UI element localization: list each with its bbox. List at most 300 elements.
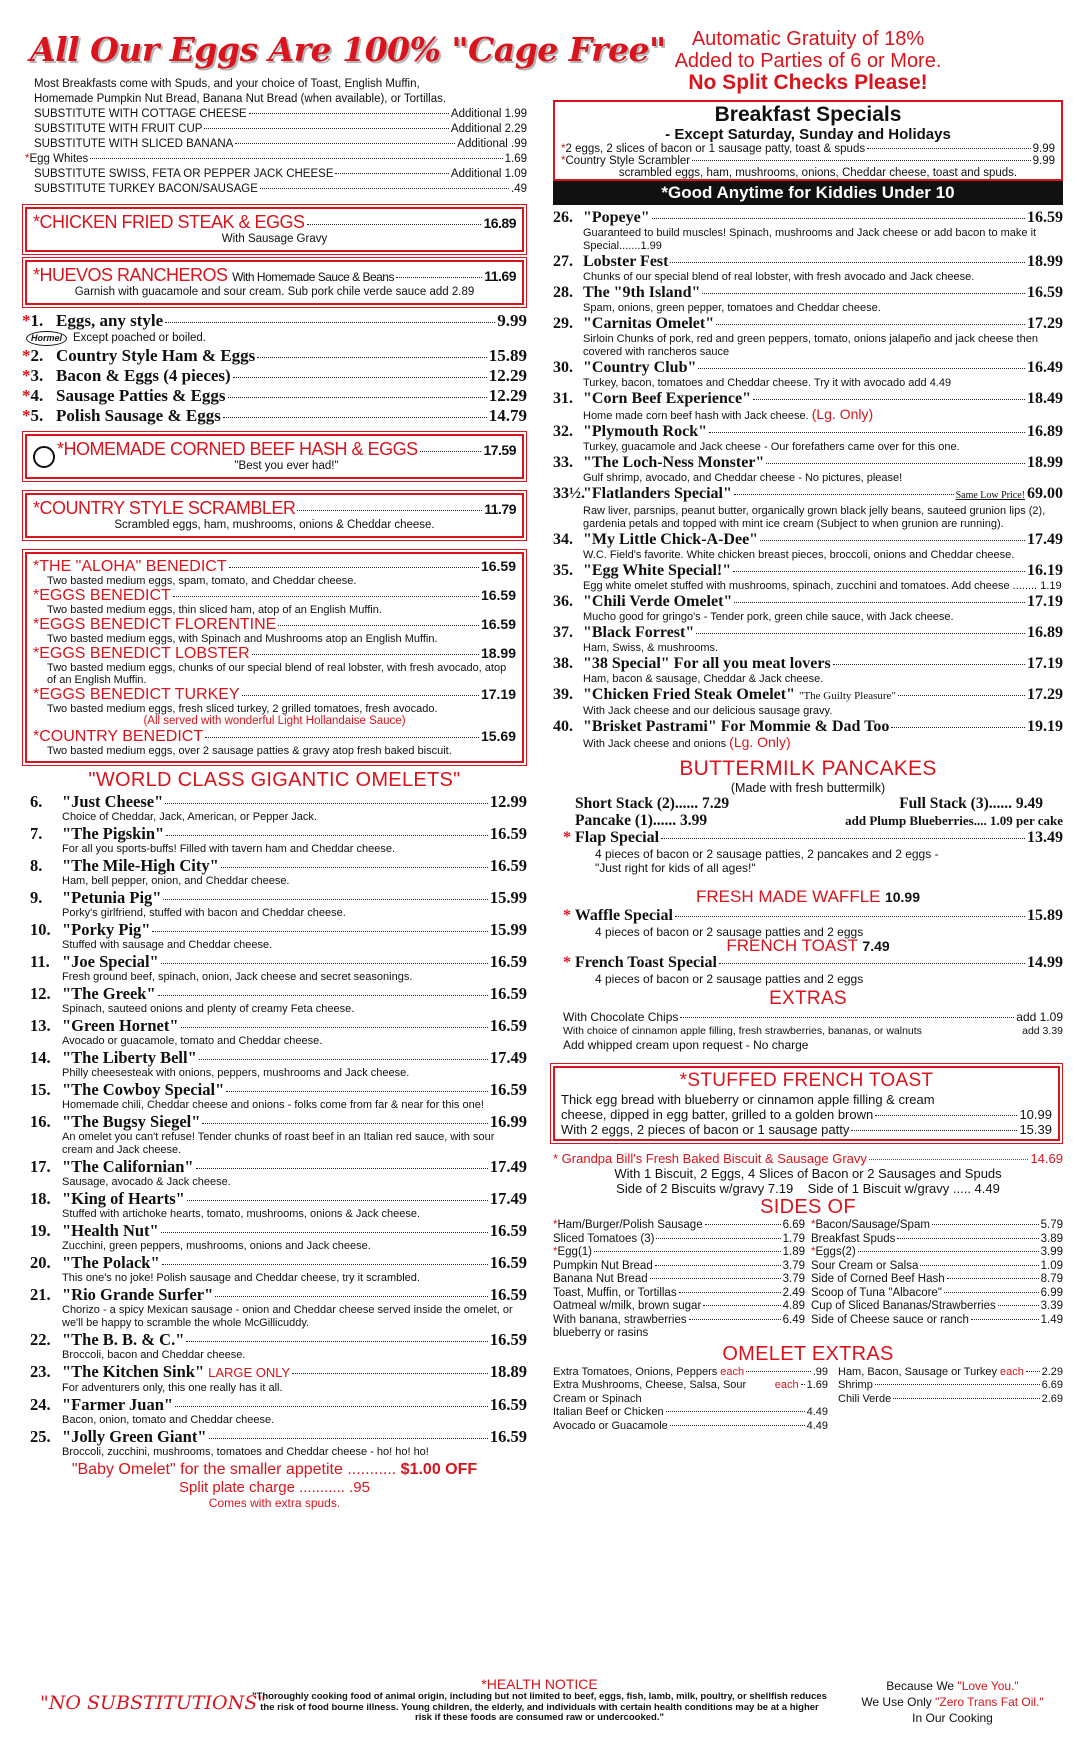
item-price: 18.99 (480, 645, 516, 661)
item-price: Additional 1.99 (450, 108, 527, 120)
item-name: "Chili Verde Omelet" (583, 593, 733, 610)
item-desc-text: Sirloin Chunks of pork, red and green peppers, tomato, onions jalapeño and jack cheese then covered with rancheros sauce (583, 333, 1038, 358)
omelet-item[interactable] (553, 718, 1063, 736)
blueberries: add Plump Blueberries.... 1.09 per cake (845, 813, 1063, 828)
item-desc (553, 377, 1063, 390)
item-number: 39. (553, 686, 573, 703)
item-name: Polish Sausage & Eggs (56, 406, 221, 425)
item-desc: This one's no joke! Polish sausage and Cheddar cheese, try it scrambled. (62, 1272, 420, 1284)
item-desc: For all you sports-buffs! Filled with tavern ham and Cheddar cheese. (62, 843, 396, 855)
omelets-list (22, 792, 527, 1459)
item-number: 18. (30, 1189, 51, 1208)
omelet-item[interactable] (553, 284, 1063, 302)
side-price: 1.09 (1040, 1259, 1063, 1272)
waffle-price: 10.99 (884, 889, 920, 905)
specials-items (561, 143, 1055, 167)
item-number: 24. (30, 1395, 51, 1414)
omelet-item[interactable] (30, 856, 527, 875)
omelet-item[interactable] (553, 390, 1063, 408)
omelet-item[interactable] (553, 253, 1063, 271)
side-item[interactable] (553, 1273, 805, 1287)
side-item[interactable] (553, 1233, 805, 1247)
item-number: 35. (553, 562, 573, 579)
extra-price: .99 (812, 1365, 828, 1378)
omelet-item[interactable] (30, 1157, 527, 1176)
item-number: 33½. (553, 485, 585, 502)
omelet-extras-left (553, 1366, 828, 1434)
stuffed-french-toast-box[interactable] (553, 1066, 1060, 1141)
item-price: 14.69 (1030, 1151, 1063, 1166)
omelet-item[interactable] (553, 531, 1063, 549)
item-name: "The Greek" (62, 984, 156, 1003)
omelet-extra-item[interactable] (838, 1379, 1063, 1393)
side-item[interactable] (811, 1233, 1063, 1247)
side-price: 6.69 (782, 1219, 805, 1231)
item-desc (553, 441, 1063, 454)
omelet-extras-right (838, 1366, 1063, 1434)
omelet-item[interactable] (30, 1016, 527, 1035)
star-mark: * (561, 143, 566, 155)
omelet-item[interactable] (30, 824, 527, 843)
omelet-item[interactable] (30, 984, 527, 1003)
item-price: Additional 1.09 (450, 168, 527, 180)
item-price: 18.49 (1027, 390, 1063, 407)
omelet-item[interactable] (30, 1253, 527, 1272)
item-price: 16.59 (489, 1395, 527, 1414)
stuffed-title: *STUFFED FRENCH TOAST (679, 1070, 934, 1091)
item-price: 11.69 (484, 268, 516, 284)
health-title: *HEALTH NOTICE (481, 1676, 598, 1692)
ft-special[interactable]: * French Toast Special 14.99 (563, 954, 1063, 971)
item-desc: Two basted medium eggs, with Spinach and Mushrooms atop an English Muffin. (47, 633, 438, 645)
item-price: 14.79 (488, 406, 527, 425)
item-price: 15.89 (1027, 907, 1063, 924)
item-price: 12.29 (488, 386, 527, 405)
ft-price: 7.49 (862, 938, 890, 954)
omelet-extra-item[interactable] (838, 1366, 1063, 1380)
item-desc-text: Ham, bacon & sausage, Cheddar & Jack cheese. (583, 673, 824, 685)
extra-each: each (999, 1365, 1024, 1378)
item-name: "The Pigskin" (62, 824, 165, 843)
extra-label: With choice of cinnamon apple filling, fresh strawberries, bananas, or walnuts (563, 1025, 922, 1037)
side-label: Egg(1) (557, 1246, 593, 1258)
item-desc: For adventurers only, this one really has it all. (62, 1382, 283, 1394)
item-name: "Chicken Fried Steak Omelet" (583, 686, 795, 703)
item-name: "The Liberty Bell" (62, 1048, 197, 1067)
benedict-item[interactable] (33, 587, 516, 604)
substitution-row[interactable] (34, 167, 527, 182)
pancake-prices (553, 795, 1063, 829)
item-price: 16.89 (1027, 423, 1063, 440)
omelet-item[interactable] (30, 1395, 527, 1414)
item-number: 36. (553, 593, 573, 610)
item-desc: Chorizo - a spicy Mexican sausage - onion and Cheddar cheese served inside the omelet, or we'll be happy to scramble the whole McGillicuddy. (62, 1304, 513, 1329)
side-item[interactable] (553, 1300, 805, 1314)
scrambler-desc: scrambled eggs, ham, mushrooms, onions, Cheddar cheese, toast and spuds. (618, 167, 1018, 179)
item-price: 9.99 (497, 311, 527, 330)
item-price: 16.49 (1027, 359, 1063, 376)
omelet-item[interactable] (30, 920, 527, 939)
side-item[interactable] (811, 1287, 1063, 1301)
item-number: 21. (30, 1285, 51, 1304)
side-item[interactable] (811, 1219, 1063, 1233)
item-number: 15. (30, 1080, 51, 1099)
item-price: 16.59 (489, 1221, 527, 1240)
gratuity-line: Automatic Gratuity of 18% (691, 28, 925, 50)
item-desc: Bacon, onion, tomato and Cheddar cheese. (62, 1414, 275, 1426)
item-name: THE "ALOHA" BENEDICT (39, 558, 227, 575)
item-number: 22. (30, 1330, 51, 1349)
side-item[interactable] (553, 1260, 805, 1274)
omelet-item[interactable] (30, 1221, 527, 1240)
omelet-item[interactable] (30, 1189, 527, 1208)
omelet-extra-item[interactable] (553, 1366, 828, 1380)
baby-price: $1.00 OFF (400, 1461, 478, 1478)
substitution-row[interactable] (34, 137, 527, 152)
side-item[interactable] (811, 1260, 1063, 1274)
item-desc (553, 472, 1063, 485)
item-name: "Joe Special" (62, 952, 159, 971)
side-price: 2.49 (782, 1286, 805, 1299)
stuffed-price: 10.99 (1019, 1107, 1052, 1122)
omelet-item[interactable] (553, 686, 1063, 705)
item-desc (22, 331, 527, 346)
item-number: *4. (22, 386, 44, 405)
gratuity-line: Added to Parties of 6 or More. (674, 50, 942, 72)
item-price: 16.59 (489, 1253, 527, 1272)
item-desc: Homemade chili, Cheddar cheese and onions - folks come from far & near for this one! (62, 1099, 484, 1111)
omelet-item[interactable] (30, 1112, 527, 1131)
item-desc-text: Turkey, bacon, tomatoes and Cheddar cheese. Try it with avocado add 4.49 (583, 377, 952, 389)
item-desc-text: Chunks of our special blend of real lobster, with fresh avocado and Jack cheese. (583, 271, 975, 283)
item-mid: With Homemade Sauce & Beans (232, 270, 394, 284)
omelet-item[interactable] (30, 1362, 527, 1382)
side-item[interactable] (553, 1219, 805, 1233)
item-name: "The Kitchen Sink" (62, 1362, 205, 1381)
substitution-row[interactable] (25, 152, 527, 167)
item-desc-text: Except poached or boiled. (73, 332, 206, 344)
omelet-item[interactable] (30, 1330, 527, 1349)
item-number: 7. (30, 824, 43, 843)
split-price: .95 (349, 1479, 370, 1496)
omelet-item[interactable] (30, 1080, 527, 1099)
item-desc: Scrambled eggs, ham, mushrooms, onions & Cheddar cheese. (114, 519, 435, 531)
item-number: 12. (30, 984, 51, 1003)
item-name: Flap Special (575, 829, 660, 846)
benedict-item[interactable] (33, 728, 516, 745)
specials-subtitle: - Except Saturday, Sunday and Holidays (665, 126, 951, 143)
omelet-item[interactable] (553, 423, 1063, 441)
item-number: 34. (553, 531, 573, 548)
item-name: 2 eggs, 2 slices of bacon or 1 sausage patty, toast & spuds (565, 143, 866, 155)
item-name: "Corn Beef Experience" (583, 390, 751, 407)
stuffed-desc: Thick egg bread with blueberry or cinnamon apple filling & cream (561, 1092, 935, 1107)
item-price: 15.99 (489, 920, 527, 939)
extra-each: each (774, 1379, 799, 1391)
item-price: 16.59 (489, 1080, 527, 1099)
item-tag: (Lg. Only) (729, 734, 791, 750)
omelet-extra-item[interactable] (553, 1406, 828, 1420)
basic-item[interactable] (22, 311, 527, 331)
omelet-extra-item[interactable] (553, 1420, 828, 1434)
item-desc-text: Home made corn beef hash with Jack cheese. (583, 410, 809, 422)
item-price: 17.49 (489, 1048, 527, 1067)
benedict-item[interactable] (33, 558, 516, 575)
item-price: 16.59 (489, 856, 527, 875)
hormel-logo: Hormel (26, 331, 67, 346)
health-text: "Thoroughly cooking food of animal origin, including but not limited to beef, eggs, fish, lamb, milk, poultry, or shellfish reduces the risk of food bourne illness. Young children, the elderly, and individuals with certain health conditions may be at a higher risk if these foods are consumed raw or undercooked." (252, 1691, 827, 1723)
extra-label: Italian Beef or Chicken (553, 1406, 664, 1418)
extras-block (553, 1010, 1063, 1052)
item-desc: Avocado or guacamole, tomato and Cheddar cheese. (62, 1035, 323, 1047)
item-price: 17.49 (489, 1157, 527, 1176)
side-label: Side of Corned Beef Hash (811, 1273, 945, 1285)
waffle-special[interactable]: * Waffle Special 15.89 (563, 907, 1063, 924)
item-price: .49 (511, 183, 527, 195)
side-price: 3.79 (782, 1273, 805, 1285)
substitutions-list (25, 107, 527, 197)
item-number: *3. (22, 366, 44, 385)
star-mark: * (25, 153, 30, 165)
basic-item[interactable] (22, 346, 527, 366)
item-number: 32. (553, 423, 573, 440)
item-desc (553, 673, 1063, 686)
item-name: COUNTRY BENEDICT (39, 728, 204, 745)
omelet-extras-title: OMELET EXTRAS (722, 1342, 894, 1365)
item-name: "The Bugsy Siegel" (62, 1112, 201, 1131)
basic-item[interactable] (22, 386, 527, 406)
omelet-item[interactable] (30, 1427, 527, 1446)
substitution-row[interactable] (34, 182, 527, 197)
item-desc: Spinach, sauteed onions and plenty of creamy Feta cheese. (62, 1003, 355, 1015)
item-name: "Carnitas Omelet" (583, 315, 715, 332)
item-desc: Stuffed with sausage and Cheddar cheese. (62, 939, 273, 951)
item-number: 14. (30, 1048, 51, 1067)
stuffed-desc: cheese, dipped in egg batter, grilled to a golden brown (561, 1107, 874, 1122)
item-price: Additional 2.29 (450, 123, 527, 135)
star-mark: * (553, 1219, 558, 1231)
star-mark: * (811, 1246, 816, 1258)
item-price: 18.99 (1027, 253, 1063, 270)
side-item[interactable] (811, 1300, 1063, 1314)
omelet-extra-item[interactable] (553, 1379, 828, 1406)
item-desc: Zucchini, green peppers, mushrooms, onions and Jack cheese. (62, 1240, 371, 1252)
pancakes-title: BUTTERMILK PANCAKES (679, 757, 937, 780)
side-item[interactable] (811, 1246, 1063, 1260)
flap-special[interactable]: * Flap Special 13.49 (563, 829, 1063, 846)
special-item[interactable] (561, 143, 1055, 155)
item-desc: Two basted medium eggs, chunks of our special blend of real lobster, with fresh avocado, atop of an English Muffin. (47, 662, 507, 686)
country-scrambler-box[interactable]: *COUNTRY STYLE SCRAMBLER 11.79 Scrambled eggs, ham, mushrooms, onions & Cheddar cheese. (25, 493, 524, 538)
item-name: "The Loch-Ness Monster" (583, 454, 765, 471)
item-price: 16.59 (1027, 209, 1063, 226)
biscuit-title[interactable]: * Grandpa Bill's Fresh Baked Biscuit & Sausage Gravy 14.69 (553, 1151, 1063, 1166)
item-number: 13. (30, 1016, 51, 1035)
side-label: Oatmeal w/milk, brown sugar (553, 1300, 702, 1312)
basic-item[interactable] (22, 406, 527, 426)
omelet-item[interactable] (30, 1285, 527, 1304)
extra-label: With Chocolate Chips (563, 1010, 679, 1024)
star-mark: * (33, 616, 40, 633)
extra-label: Avocado or Guacamole (553, 1419, 668, 1432)
substitution-row[interactable] (34, 107, 527, 122)
extra-price: add 1.09 (1016, 1010, 1063, 1024)
item-number: 6. (30, 792, 43, 811)
omelet-item[interactable] (553, 315, 1063, 333)
item-price: 11.79 (484, 501, 516, 517)
waffle-desc: 4 pieces of bacon or 2 sausage patties and 2 eggs (595, 925, 864, 939)
huevos-rancheros-box[interactable]: *HUEVOS RANCHEROS With Homemade Sauce & Beans 11.69 Garnish with guacamole and sour cream. Sub pork chile verde sauce add 2.89 (25, 260, 524, 305)
item-number: 40. (553, 718, 573, 735)
item-price: 15.69 (480, 728, 516, 744)
item-desc: Porky's girlfriend, stuffed with bacon and Cheddar cheese. (62, 907, 346, 919)
item-desc-text: With Jack cheese and our delicious sausage gravy. (583, 705, 833, 717)
item-name: Bacon & Eggs (4 pieces) (56, 366, 231, 385)
specials-title: Breakfast Specials (714, 103, 902, 126)
item-desc: Broccoli, zucchini, mushrooms, tomatoes and Cheddar cheese - ho! ho! ho! (62, 1446, 429, 1458)
item-price: 19.19 (1027, 718, 1063, 735)
item-desc: Two basted medium eggs, spam, tomato, and Cheddar cheese. (47, 575, 357, 587)
omelet-item[interactable] (553, 359, 1063, 377)
substitution-row[interactable] (34, 122, 527, 137)
item-desc: With Sausage Gravy (221, 233, 328, 245)
omelet-item[interactable] (553, 209, 1063, 227)
item-price: 17.29 (1027, 315, 1063, 332)
item-desc (553, 271, 1063, 284)
omelet-item[interactable] (553, 655, 1063, 673)
item-name: Waffle Special (574, 907, 673, 924)
item-name: "Brisket Pastrami" For Mommie & Dad Too (583, 718, 890, 735)
corned-beef-hash-box[interactable]: *HOMEMADE CORNED BEEF HASH & EGGS 17.59 "Best you ever had!" (25, 434, 524, 479)
omelet-item[interactable] (30, 952, 527, 971)
extra-label: Add whipped cream upon request - No charge (563, 1038, 809, 1052)
item-desc (553, 611, 1063, 624)
item-desc (553, 302, 1063, 315)
item-name: "Flatlanders Special" (583, 485, 732, 502)
side-item[interactable] (553, 1314, 805, 1328)
item-desc-text: Turkey, guacamole and Jack cheese - Our forefathers came over for this one. (583, 441, 960, 453)
omelet-item[interactable] (553, 454, 1063, 472)
single-pancake: Pancake (1)...... 3.99 (575, 812, 708, 829)
item-name: SUBSTITUTE WITH COTTAGE CHEESE (34, 108, 247, 120)
side-price: 4.89 (782, 1300, 805, 1312)
biscuit-side: Side of 1 Biscuit w/gravy ..... 4.49 (807, 1181, 1000, 1196)
benedict-item[interactable] (33, 616, 516, 633)
item-price: 16.59 (489, 984, 527, 1003)
star-mark: * (33, 645, 40, 662)
item-number: 20. (30, 1253, 51, 1272)
extra-label: Extra Tomatoes, Onions, Peppers (553, 1365, 718, 1378)
benedict-item[interactable] (33, 686, 516, 703)
item-desc (553, 505, 1063, 531)
side-item[interactable] (811, 1314, 1063, 1328)
omelet-item[interactable] (30, 1048, 527, 1067)
omelet-item[interactable] (30, 792, 527, 811)
extras-title: EXTRAS (769, 988, 847, 1009)
side-label: blueberry or rasins (553, 1327, 649, 1339)
side-label: Cup of Sliced Bananas/Strawberries (811, 1300, 996, 1312)
item-number: 37. (553, 624, 573, 641)
item-name: "My Little Chick-A-Dee" (583, 531, 759, 548)
intro-line: Homemade Pumpkin Nut Bread, Banana Nut Bread (when available), or Tortillas. (34, 93, 447, 105)
no-split-checks: No Split Checks Please! (688, 71, 928, 94)
item-name: "Porky Pig" (62, 920, 151, 939)
omelet-item[interactable] (553, 562, 1063, 580)
item-price: 9.99 (1032, 143, 1055, 155)
item-price: 12.29 (488, 366, 527, 385)
item-name: "The B. B. & C." (62, 1330, 185, 1349)
kiddies-banner: *Good Anytime for Kiddies Under 10 (553, 181, 1063, 205)
side-price: 8.79 (1040, 1273, 1063, 1285)
side-price: 3.99 (1040, 1246, 1063, 1258)
omelet-extra-item[interactable] (838, 1393, 1063, 1407)
basic-egg-items (22, 311, 527, 426)
extra-price: 4.49 (806, 1406, 828, 1418)
side-item[interactable] (553, 1327, 805, 1341)
side-item[interactable] (553, 1287, 805, 1301)
omelet-item[interactable] (553, 485, 1063, 505)
cage-free-title: All Our Eggs Are 100% "Cage Free" (30, 30, 666, 69)
split-label: Split plate charge (179, 1479, 295, 1496)
basic-item[interactable] (22, 366, 527, 386)
item-price: 16.89 (483, 215, 516, 231)
item-number: *1. (22, 311, 44, 330)
star-mark: * (811, 1219, 816, 1231)
benedict-item[interactable] (33, 645, 516, 662)
omelet-item[interactable] (30, 888, 527, 907)
item-name: HOMEMADE CORNED BEEF HASH & EGGS (63, 439, 418, 459)
item-number: *5. (22, 406, 44, 425)
item-desc (553, 736, 1063, 751)
item-desc-text: Spam, onions, green pepper, tomatoes and Cheddar cheese. (583, 302, 881, 314)
item-price: 9.99 (1032, 155, 1055, 167)
item-tag: LARGE ONLY (208, 1365, 291, 1380)
item-name: CHICKEN FRIED STEAK & EGGS (39, 212, 305, 232)
biscuit-side: Side of 2 Biscuits w/gravy 7.19 (616, 1181, 794, 1196)
item-number: 8. (30, 856, 43, 875)
item-number: 33. (553, 454, 573, 471)
item-tag: (Lg. Only) (811, 406, 874, 422)
omelet-item[interactable] (553, 624, 1063, 642)
item-desc: Two basted medium eggs, over 2 sausage patties & gravy atop fresh baked biscuit. (47, 745, 452, 757)
item-price: 16.59 (489, 1330, 527, 1349)
item-name: Grandpa Bill's Fresh Baked Biscuit & Sausage Gravy (561, 1151, 867, 1166)
item-name: HUEVOS RANCHEROS (39, 265, 228, 285)
item-name: EGGS BENEDICT (39, 587, 171, 604)
extra-price: 2.29 (1041, 1365, 1063, 1378)
omelet-item[interactable] (553, 593, 1063, 611)
side-item[interactable] (811, 1273, 1063, 1287)
item-price: 17.59 (483, 442, 516, 458)
love-quote: "Love You." (957, 1679, 1019, 1693)
stuffed-with-price: 15.39 (1019, 1122, 1052, 1137)
item-price: 16.59 (480, 558, 516, 574)
item-number: 26. (553, 209, 573, 226)
special-item[interactable] (561, 155, 1055, 167)
item-desc-text: W.C. Field's favorite. White chicken breast pieces, broccoli, onions and Cheddar cheese. (583, 549, 1015, 561)
sides-right (811, 1219, 1063, 1341)
side-item[interactable] (553, 1246, 805, 1260)
item-name: COUNTRY STYLE SCRAMBLER (39, 498, 296, 518)
intro-block (22, 77, 527, 197)
chicken-fried-steak-box[interactable]: *CHICKEN FRIED STEAK & EGGS 16.89 With Sausage Gravy (25, 207, 524, 252)
item-number: 16. (30, 1112, 51, 1131)
star-mark: * (553, 1246, 558, 1258)
side-price: 5.79 (1040, 1219, 1063, 1231)
item-name: EGGS BENEDICT FLORENTINE (39, 616, 277, 633)
side-label: Ham/Burger/Polish Sausage (557, 1219, 703, 1231)
item-desc (553, 549, 1063, 562)
